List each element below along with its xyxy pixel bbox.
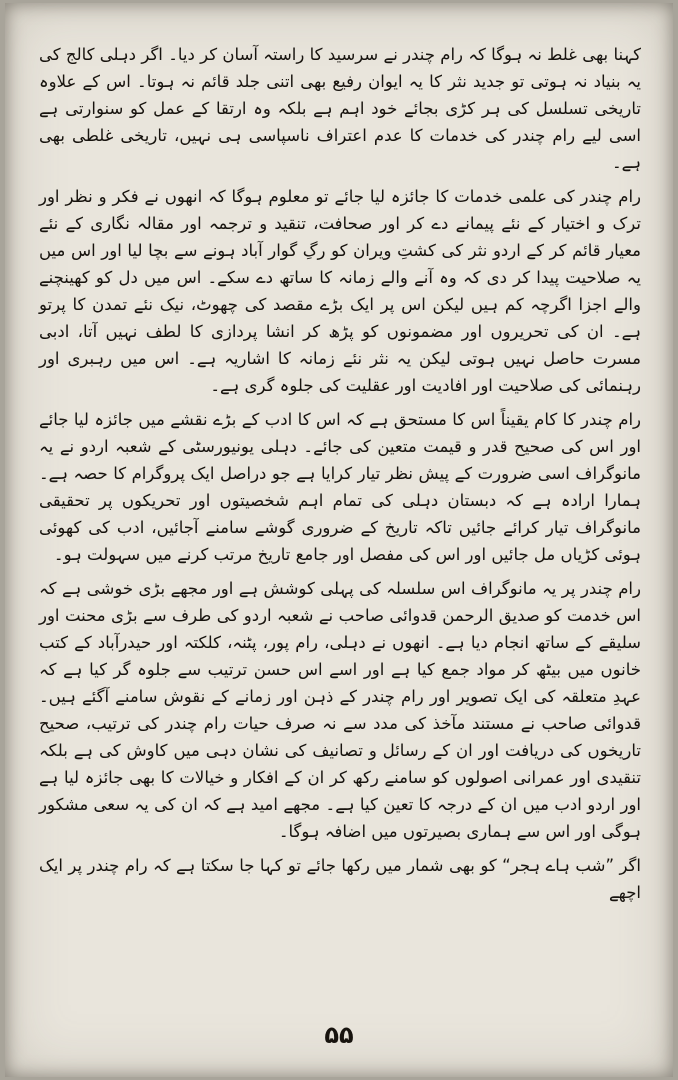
paragraph-2: رام چندر کی علمی خدمات کا جائزہ لیا جائے تو معلوم ہوگا کہ انھوں نے فکر و نظر اور ترک و اختیار کے نئے پیمانے دے کر اور صحافت، تنقید و ترجمہ اور مقالہ نگاری کے نئے معیار قائم کر کے اردو نثر کی کشتِ ویران کو رگِ گوار آباد ہونے سے بچا لیا اور اس میں یہ صلاحیت پیدا کر دی کہ وہ آنے والے زمانہ کا ساتھ دے سکے۔ اس میں دل کو کھینچنے والے اجزا اگرچہ کم ہیں لیکن اس پر ایک بڑے مقصد کی چھوٹ، نیک نئے تمدن کا پرتو ہے۔ ان کی تحریروں اور مضمونوں کو پڑھ کر انشا پردازی کا لطف نہیں آتا، ادبی مسرت حاصل نہیں ہوتی لیکن یہ نثر نئے زمانہ کا اشاریہ ہے۔ اس میں رہبری اور رہنمائی کی صلاحیت اور افادیت اور عقلیت کی جلوہ گری ہے۔ xyxy=(39,187,641,395)
paragraph-5: اگر ”شب ہاے ہجر“ کو بھی شمار میں رکھا جائے تو کہا جا سکتا ہے کہ رام چندر پر ایک اچھے xyxy=(39,856,641,902)
body-text xyxy=(39,41,641,906)
paragraph-3: رام چندر کا کام یقیناً اس کا مستحق ہے کہ اس کا ادب کے بڑے نقشے میں جائزہ لیا جائے اور اس کی صحیح قدر و قیمت متعین کی جائے۔ دہلی یونیورسٹی کے شعبہ اردو نے یہ مانوگراف اسی ضرورت کے پیش نظر تیار کرایا ہے جو دراصل ایک پروگرام کا حصہ ہے۔ ہمارا ارادہ ہے کہ دبستان دہلی کی تمام اہم شخصیتوں اور تحریکوں پر تحقیقی مانوگراف تیار کرائے جائیں تاکہ تاریخ کے ضروری گوشے سامنے آجائیں، ادب کی کھوئی ہوئی کڑیاں مل جائیں اور اس کی مفصل اور جامع تاریخ مرتب کرنے میں سہولت ہو۔ xyxy=(39,410,641,564)
paragraph-1: کہنا بھی غلط نہ ہوگا کہ رام چندر نے سرسید کا راستہ آسان کر دیا۔ اگر دہلی کالج کی یہ بنیاد نہ ہوتی تو جدید نثر کا یہ ایوان رفیع بھی اتنی جلد قائم نہ ہوتا۔ اس کے علاوہ تاریخی تسلسل کی ہر کڑی بجائے خود اہم ہے بلکہ وہ ارتقا کے عمل کو سنوارتی ہے اسی لیے رام چندر کی خدمات کا عدم اعتراف ناسپاسی ہی نہیں، تاریخی غلطی بھی ہے۔ xyxy=(39,45,641,172)
scanned-page xyxy=(5,3,673,1077)
page-number: ۵۵ xyxy=(324,1021,354,1049)
paragraph-4: رام چندر پر یہ مانوگراف اس سلسلہ کی پہلی کوشش ہے اور مجھے بڑی خوشی ہے کہ اس خدمت کو صدیق الرحمن قدوائی صاحب نے شعبہ اردو کی طرف سے بڑی محنت اور سلیقے کے ساتھ انجام دیا ہے۔ انھوں نے دہلی، رام پور، پٹنہ، کلکتہ اور حیدرآباد کے کتب خانوں میں بیٹھ کر مواد جمع کیا ہے اور اسے اس حسن ترتیب سے جلوہ گر کیا ہے کہ عہدِ متعلقہ کی ایک تصویر اور رام چندر کے ذہن اور زمانے کے نقوش سامنے آگئے ہیں۔ قدوائی صاحب نے مستند مآخذ کی مدد سے نہ صرف حیات رام چندر کی ترتیب، صحیح تاریخوں کی دریافت اور ان کے رسائل و تصانیف کی نشان دہی میں کاوش کی ہے بلکہ تنقیدی اور عمرانی اصولوں کو سامنے رکھ کر ان کے افکار و خیالات کا بھی جائزہ لیا ہے اور اردو ادب میں ان کے درجہ کا تعین کیا ہے۔ مجھے امید ہے کہ ان کی یہ سعی مشکور ہوگی اور اس سے ہماری بصیرتوں میں اضافہ ہوگا۔ xyxy=(39,579,641,841)
